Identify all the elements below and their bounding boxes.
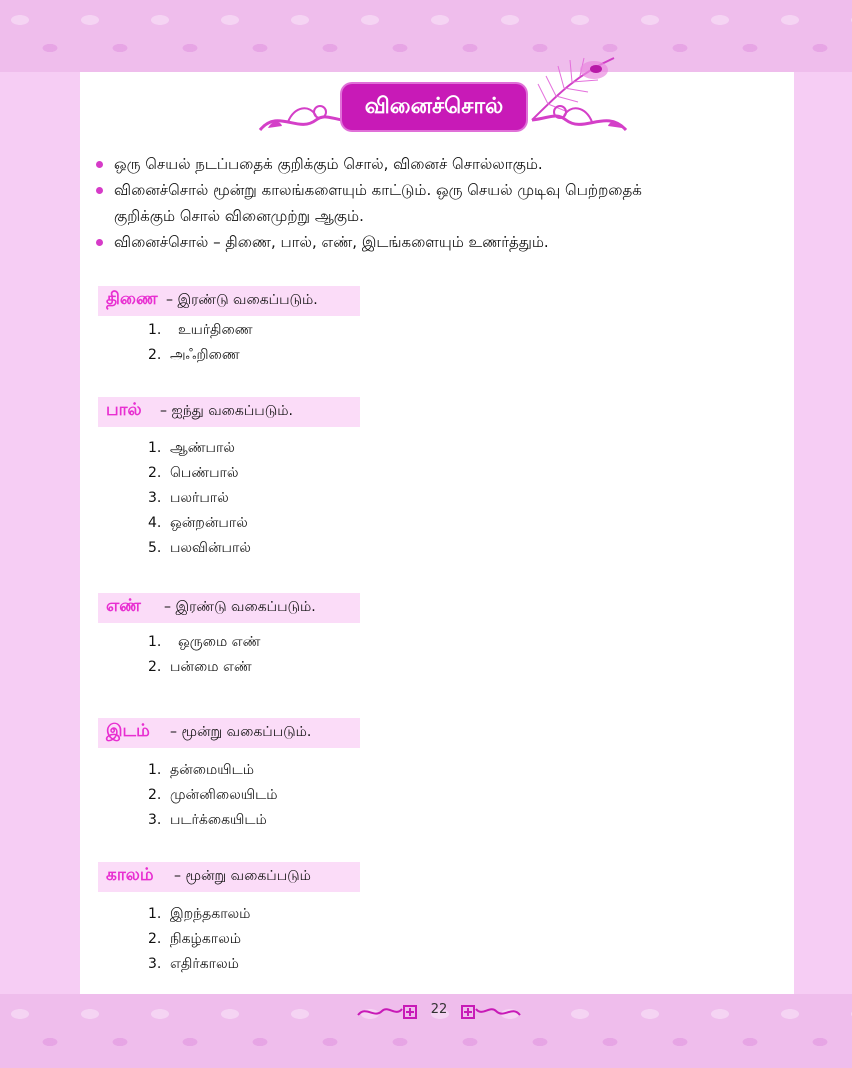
bullet-item-continuation: குறிக்கும் சொல் வினைமுற்று ஆகும். — [114, 207, 364, 225]
list-item: 3. படர்க்கையிடம் — [148, 812, 267, 828]
list-item: 3. எதிர்காலம் — [148, 956, 239, 972]
list-item: 2. முன்னிலையிடம் — [148, 787, 278, 803]
section-description: – மூன்று வகைப்படும். — [170, 724, 312, 740]
footer-left-ornament-icon — [356, 1003, 420, 1021]
section-term: எண் — [106, 596, 141, 616]
section-description: – இரண்டு வகைப்படும். — [166, 292, 318, 308]
list-item: 2. பன்மை எண் — [148, 659, 252, 675]
bullet-list — [90, 152, 750, 256]
section-description: – மூன்று வகைப்படும் — [174, 868, 311, 884]
list-item: 1. இறந்தகாலம் — [148, 906, 251, 922]
section-header-idam — [98, 718, 360, 748]
list-item: 1. ஆண்பால் — [148, 440, 235, 456]
title-box — [342, 84, 526, 130]
list-item: 4. ஒன்றன்பால் — [148, 515, 248, 531]
page-footer — [352, 1002, 522, 1022]
section-term: திணை — [106, 289, 158, 309]
bullet-dot-icon — [96, 239, 103, 246]
section-term: பால் — [106, 400, 142, 420]
right-flourish-icon — [530, 98, 630, 138]
section-header-kaalam — [98, 862, 360, 892]
section-term: இடம் — [106, 721, 150, 741]
bullet-dot-icon — [96, 161, 103, 168]
right-margin — [794, 72, 852, 994]
footer-right-ornament-icon — [458, 1003, 522, 1021]
list-item: 1. உயர்திணை — [148, 322, 253, 338]
list-item: 2. பெண்பால் — [148, 465, 239, 481]
section-term: காலம் — [106, 865, 154, 885]
bullet-dot-icon — [96, 187, 103, 194]
list-item: 2. நிகழ்காலம் — [148, 931, 241, 947]
section-description: – இரண்டு வகைப்படும். — [164, 599, 316, 615]
list-item: 3. பலர்பால் — [148, 490, 229, 506]
bullet-item: வினைச்சொல் மூன்று காலங்களையும் காட்டும். ஒரு செயல் முடிவு பெற்றதைக் — [90, 178, 750, 203]
section-header-en — [98, 593, 360, 623]
list-item: 5. பலவின்பால் — [148, 540, 251, 556]
list-item: 1. தன்மையிடம் — [148, 762, 254, 778]
section-header-paal — [98, 397, 360, 427]
title-banner — [258, 60, 630, 140]
bullet-item: ஒரு செயல் நடப்பதைக் குறிக்கும் சொல், வினைச் சொல்லாகும். — [90, 152, 750, 177]
bullet-item: வினைச்சொல் – திணை, பால், எண், இடங்களையும் உணர்த்தும். — [90, 230, 750, 255]
left-flourish-icon — [258, 98, 348, 138]
list-item: 2. அஃறிணை — [148, 347, 240, 363]
section-description: – ஐந்து வகைப்படும். — [160, 403, 293, 419]
page-title: வினைச்சொல் — [364, 94, 504, 119]
left-margin — [0, 72, 80, 994]
list-item: 1. ஒருமை எண் — [148, 634, 261, 650]
section-header-thinai — [98, 286, 360, 316]
page-number: 22 — [430, 1002, 448, 1017]
